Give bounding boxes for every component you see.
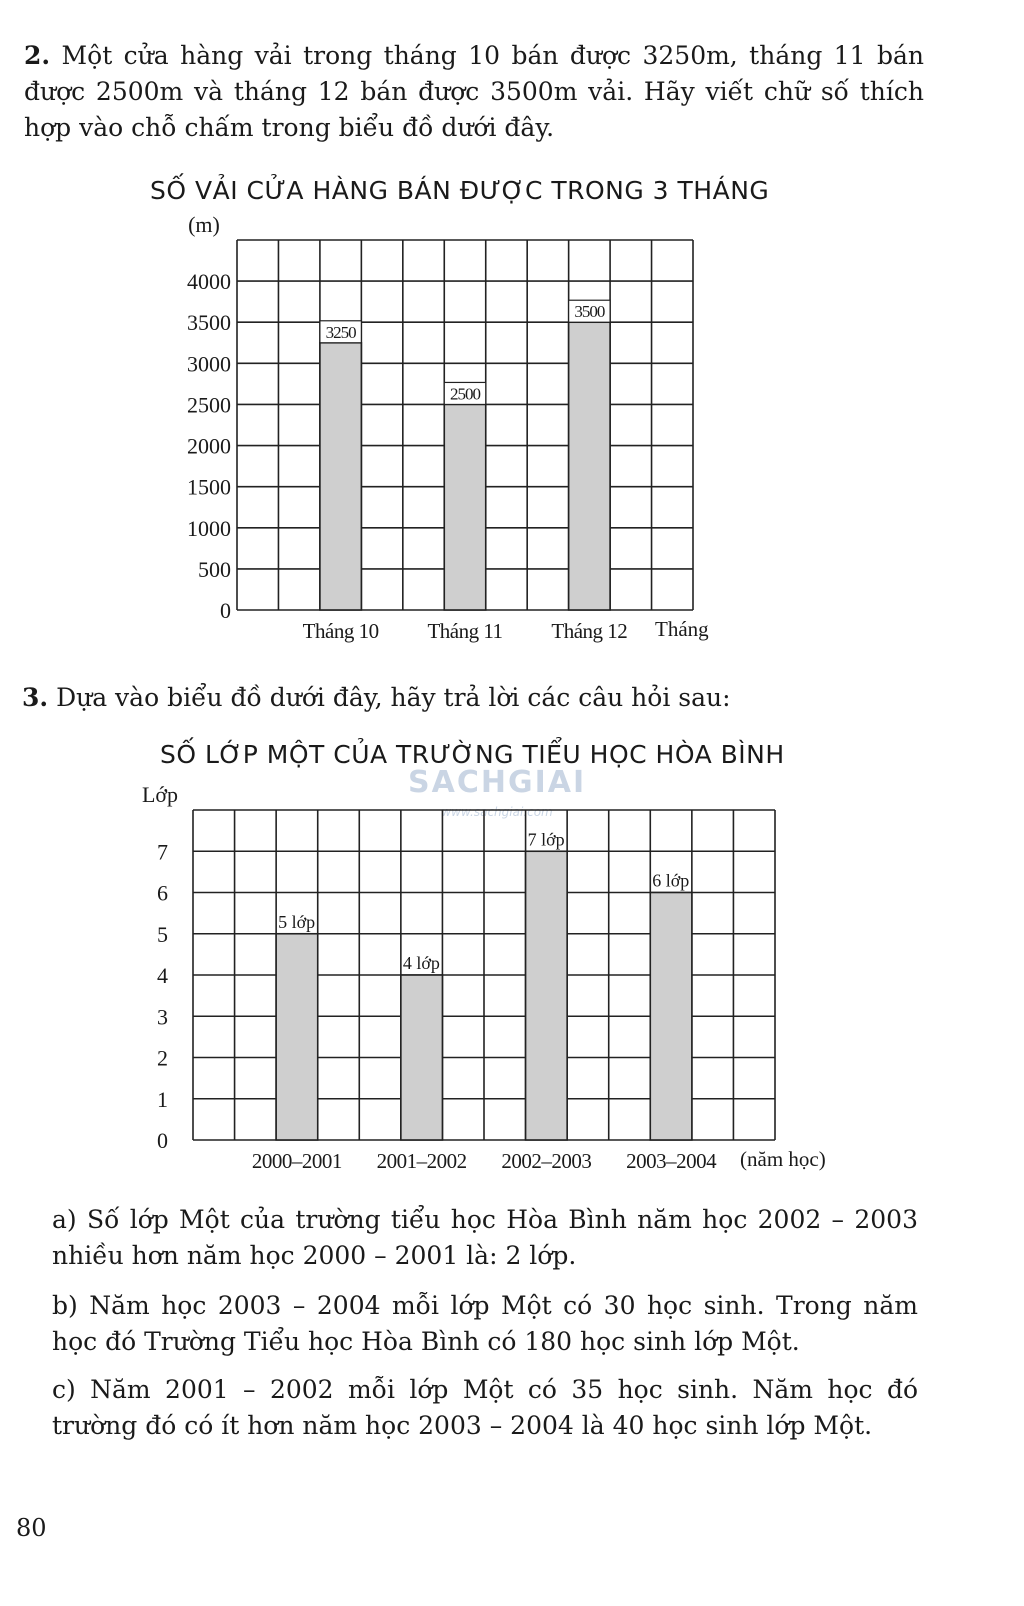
exercise-2-number: 2.: [24, 41, 51, 70]
chart-1-title: SỐ VẢI CỬA HÀNG BÁN ĐƯỢC TRONG 3 THÁNG: [150, 176, 770, 205]
data-label: 4 lớp: [402, 953, 440, 973]
answer-b: b) Năm học 2003 – 2004 mỗi lớp Một có 30 học sinh. Trong năm học đó Trường Tiểu học Hòa Bình có 180 học sinh lớp Một.: [52, 1291, 918, 1356]
bar: [526, 851, 568, 1140]
y-tick-label: 2: [157, 1045, 168, 1071]
data-label: 7 lớp: [527, 829, 565, 850]
watermark-url: www.sachgiai.com: [441, 805, 553, 819]
y-tick-label: 4: [157, 963, 168, 988]
answer-c: c) Năm 2001 – 2002 mỗi lớp Một có 35 học sinh. Năm học đó trường đó có ít hơn năm học 2003 – 2004 là 40 học sinh lớp Một.: [52, 1375, 918, 1440]
bar: [569, 322, 610, 610]
y-tick-label: 2500: [187, 392, 231, 418]
category-label: Tháng 12: [551, 619, 628, 643]
y-tick-label: 500: [198, 556, 231, 582]
page-number: 80: [16, 1514, 47, 1542]
y-tick-label: 6: [157, 880, 168, 906]
data-label: 5 lớp: [278, 911, 316, 932]
category-label: 2001–2002: [376, 1149, 467, 1173]
y-tick-label: 1: [157, 1086, 168, 1112]
exercise-2: [24, 38, 924, 146]
exercise-3: [22, 680, 922, 716]
x-axis-label: Tháng: [655, 617, 709, 641]
exercise-2-text: Một cửa hàng vải trong tháng 10 bán được 3250m, tháng 11 bán được 2500m và tháng 12 bán được 3500m vải. Hãy viết chữ số thích hợp vào chỗ chấm trong biểu đồ dưới đây.: [24, 41, 924, 142]
data-label: 3250: [325, 322, 356, 342]
y-tick-label: 5: [157, 921, 168, 947]
bar: [444, 404, 485, 610]
data-label: 2500: [450, 384, 480, 404]
bar: [650, 893, 692, 1141]
y-tick-label: 1500: [187, 474, 231, 500]
y-axis-label: (m): [188, 212, 220, 237]
y-tick-label: 3: [157, 1004, 168, 1030]
y-tick-label: 2000: [187, 433, 231, 459]
chart-2-title: SỐ LỚP MỘT CỦA TRƯỜNG TIỂU HỌC HÒA BÌNH: [160, 740, 785, 769]
bar: [401, 975, 443, 1140]
watermark-brand: SACHGIAI: [408, 765, 587, 800]
category-label: Tháng 11: [427, 619, 503, 643]
exercise-3-number: 3.: [22, 683, 49, 712]
category-label: 2002–2003: [501, 1149, 592, 1173]
x-axis-label: (năm học): [740, 1147, 826, 1171]
data-label: 6 lớp: [652, 870, 690, 891]
exercise-3-text: Dựa vào biểu đồ dưới đây, hãy trả lời các câu hỏi sau:: [56, 683, 731, 712]
category-label: 2003–2004: [626, 1149, 717, 1173]
y-tick-label: 1000: [187, 515, 231, 541]
y-tick-label: 0: [220, 598, 231, 623]
bar: [320, 343, 361, 610]
category-label: Tháng 10: [302, 619, 379, 643]
y-tick-label: 0: [157, 1128, 168, 1153]
y-tick-label: 4000: [187, 269, 231, 295]
category-label: 2000–2001: [251, 1149, 342, 1173]
y-tick-label: 7: [157, 839, 168, 865]
bar: [276, 934, 318, 1140]
data-label: 3500: [574, 302, 605, 322]
chart-fabric-sales: [0, 212, 1024, 643]
y-tick-label: 3000: [187, 351, 231, 377]
answer-a: a) Số lớp Một của trường tiểu học Hòa Bình năm học 2002 – 2003 nhiều hơn năm học 2000 – 2001 là: 2 lớp.: [52, 1205, 918, 1270]
y-axis-label: Lớp: [141, 782, 179, 807]
y-tick-label: 3500: [187, 310, 231, 336]
